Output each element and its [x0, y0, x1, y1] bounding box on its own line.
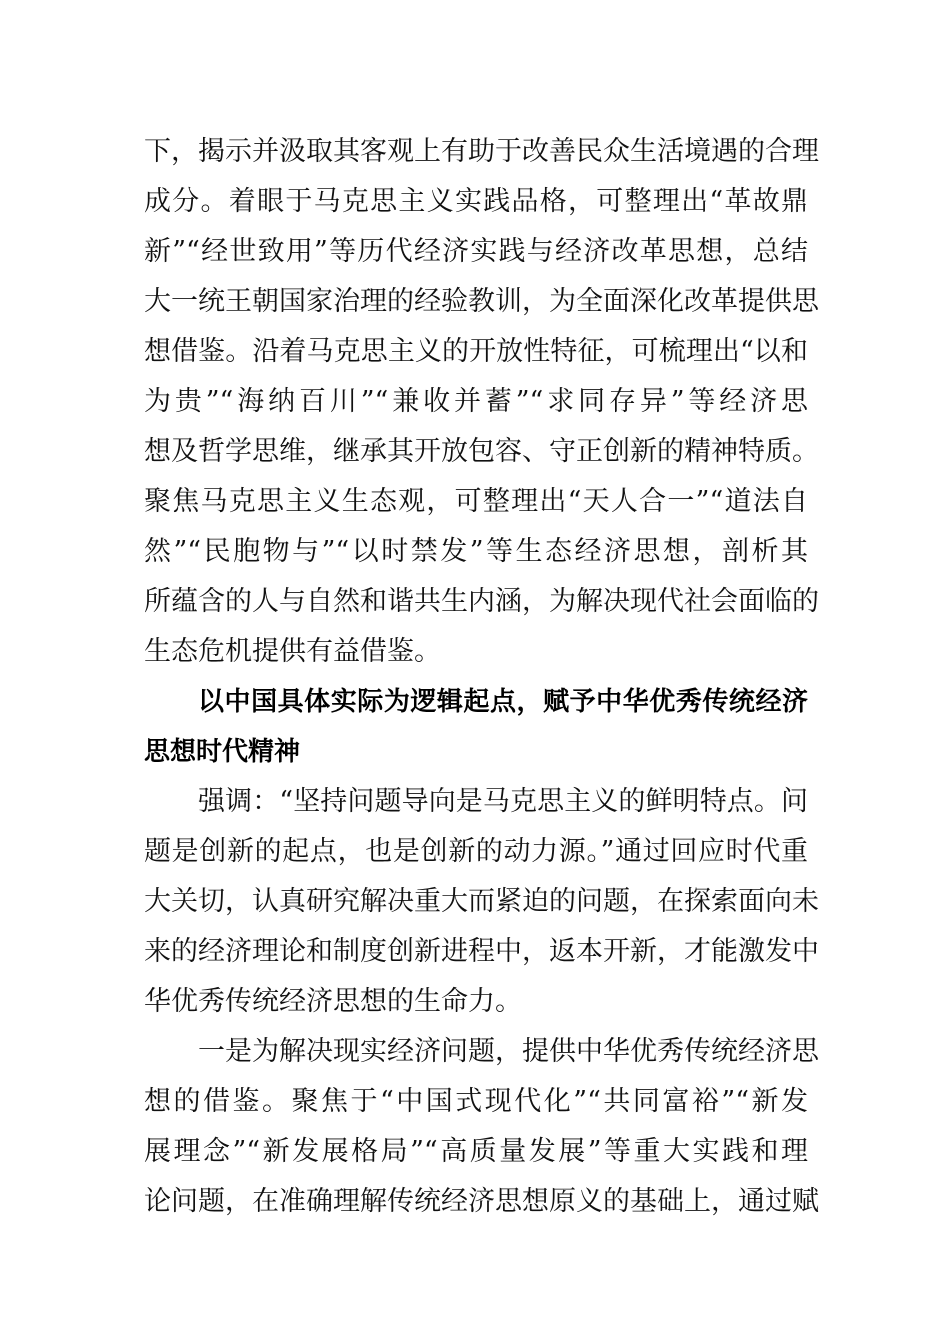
- paragraph-3-line-1: 一是为解决现实经济问题，提供中华优秀传统经济思: [198, 1036, 819, 1067]
- section-heading-line-2: 思想时代精神: [144, 737, 301, 767]
- paragraph-1-line-8: 聚焦马克思主义生态观，可整理出“天人合一”“道法自: [144, 486, 808, 517]
- paragraph-3-line-2: 想的借鉴。聚焦于“中国式现代化”“共同富裕”“新发: [144, 1086, 808, 1117]
- paragraph-1-line-5: 想借鉴。沿着马克思主义的开放性特征，可梳理出“以和: [144, 336, 808, 367]
- paragraph-2-line-4: 来的经济理论和制度创新进程中，返本开新，才能激发中: [144, 936, 819, 967]
- paragraph-1-line-10: 所蕴含的人与自然和谐共生内涵，为解决现代社会面临的: [144, 586, 819, 617]
- paragraph-1-line-7: 想及哲学思维，继承其开放包容、守正创新的精神特质。: [144, 436, 819, 467]
- paragraph-1-line-9: 然”“民胞物与”“以时禁发”等生态经济思想，剖析其: [144, 536, 808, 567]
- paragraph-3-line-3: 展理念”“新发展格局”“高质量发展”等重大实践和理: [144, 1136, 808, 1167]
- section-heading-line-1: 以中国具体实际为逻辑起点，赋予中华优秀传统经济: [198, 687, 808, 717]
- paragraph-2-line-5: 华优秀传统经济思想的生命力。: [144, 986, 522, 1017]
- paragraph-2-line-2: 题是创新的起点，也是创新的动力源。”通过回应时代重: [144, 836, 808, 867]
- paragraph-1-line-2: 成分。着眼于马克思主义实践品格，可整理出“革故鼎: [144, 186, 808, 217]
- paragraph-1-line-6: 为贵”“海纳百川”“兼收并蓄”“求同存异”等经济思: [144, 386, 808, 417]
- paragraph-1-line-1: 下，揭示并汲取其客观上有助于改善民众生活境遇的合理: [144, 136, 819, 167]
- paragraph-2-line-1: 强调：“坚持问题导向是马克思主义的鲜明特点。问: [198, 786, 808, 817]
- paragraph-1-line-4: 大一统王朝国家治理的经验教训，为全面深化改革提供思: [144, 286, 819, 317]
- paragraph-1-line-3: 新”“经世致用”等历代经济实践与经济改革思想，总结: [144, 236, 808, 267]
- paragraph-2-line-3: 大关切，认真研究解决重大而紧迫的问题，在探索面向未: [144, 886, 819, 917]
- paragraph-3-line-4: 论问题，在准确理解传统经济思想原义的基础上，通过赋: [144, 1186, 819, 1217]
- paragraph-1-line-11: 生态危机提供有益借鉴。: [144, 636, 441, 667]
